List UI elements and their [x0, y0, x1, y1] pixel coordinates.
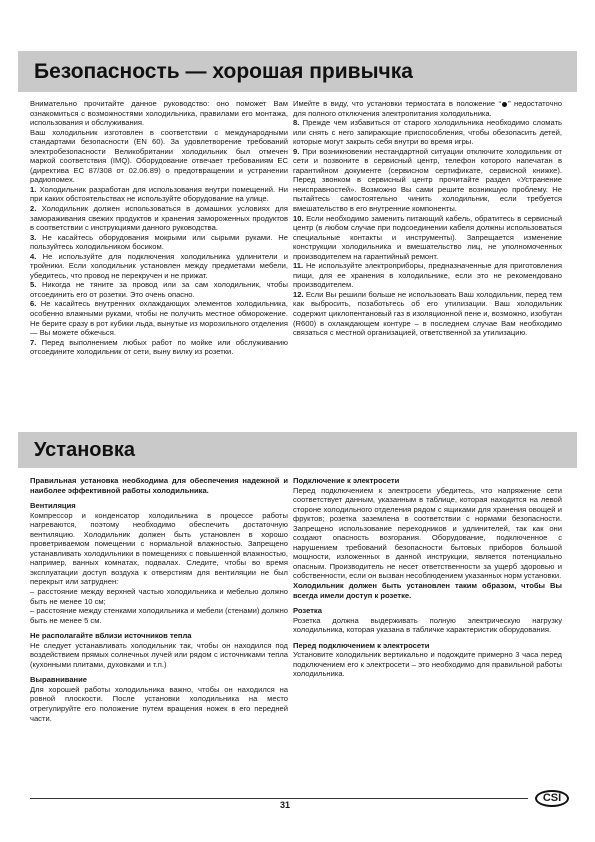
safety-right-column [293, 99, 562, 338]
item-text: Если необходимо заменить питающий кабель, обратитесь в сервисный центр (в любом случае при подсоединении кабеля должны использоваться специальные контакты и инструменты). Запрещается изменение конструкции холодильника и вмешательство лиц, не уполномоченных производителем на гарантийный ремонт. [293, 213, 562, 261]
item-number: 5. [30, 280, 37, 290]
thermostat-note-end: ” недостаточно для полного отключения электропитания холодильника. [293, 99, 562, 118]
item-number: 11. [293, 261, 304, 271]
power-heading: Подключение к электросети [293, 476, 400, 485]
item-number: 1. [30, 184, 37, 194]
before-connect-heading: Перед подключением к электросети [293, 640, 430, 650]
installation-right-column [293, 476, 562, 679]
safety-standards-paragraph: Ваш холодильник изготовлен в соответствии с международными стандартами безопасности (EN 60). За удовлетворение требований электробезопасности Великобритании холодильник был отмечен маркой соответствия (IMQ). Оборудование отвечает требованиям ЕС (директива ЕС 87/308 от 02.06.89) о предотвращении и устранении радиопомех. [30, 127, 288, 185]
item-number: 9. [293, 146, 300, 156]
safety-item-7 [30, 338, 288, 357]
safety-item-6 [30, 299, 288, 337]
safety-item-10 [293, 214, 562, 262]
before-connect-text: Установите холодильник вертикально и подождите примерно 3 часа перед подключением его к электросети – это необходимо для правильной работы холодильника. [293, 650, 562, 679]
item-text: Не касайтесь внутренних охлаждающих элементов холодильника, особенно влажными руками, чтобы не получить местное обморожение. Не берите сразу в рот кубики льда, вынутые из морозильного отделения — Вы можете обжечься. [30, 299, 288, 338]
safety-item-8 [293, 118, 562, 147]
filled-dot-icon [502, 102, 507, 107]
item-text: Не касайтесь оборудования мокрыми или сырыми руками. Не пользуйтесь холодильником босиком. [30, 232, 288, 252]
safety-item-5 [30, 280, 288, 299]
safety-intro-paragraph: Внимательно прочитайте данное руководство: оно поможет Вам ознакомиться с возможностями холодильника, правилами его монтажа, использования и обслуживания. [30, 99, 288, 128]
leveling-heading: Выравнивание [30, 675, 88, 685]
ventilation-item-top: – расстояние между верхней частью холодильника и мебелью должно быть не менее 10 см; [30, 587, 288, 606]
installation-intro: Правильная установка необходима для обеспечения надежной и наиболее эффективной работы холодильника. [30, 476, 288, 495]
thermostat-note [293, 99, 562, 118]
safety-item-2 [30, 204, 288, 233]
thermostat-note-start: Имейте в виду, что установки термостата в положение “ [293, 99, 502, 108]
ventilation-text: Компрессор и конденсатор холодильника в процессе работы нагреваются, поэтому необходимо обеспечить достаточную вентиляцию. Холодильник должен быть установлен в хорошо проветриваемом помещении с нормальной влажностью. Запрещено устанавливать холодильники в помещениях с повышенной влажностью, например, ванных комнатах, подвалах. Следите, чтобы во время эксплуатации доступ воздуха к отверстиям для вентиляции не был перекрыт или затруднен: [30, 510, 288, 587]
safety-item-3 [30, 233, 288, 252]
safety-item-12 [293, 290, 562, 338]
item-text: Не используйте электроприборы, предназначенные для приготовления пищи, для ее хранения в холодильнике, если это не рекомендовано производителем. [293, 261, 562, 290]
footer-divider [30, 798, 528, 799]
socket-text: Розетка должна выдерживать полную электрическую нагрузку холодильника, которая указана в табличке характеристик оборудования. [293, 615, 562, 635]
item-number: 8. [293, 118, 300, 128]
ventilation-item-sides: – расстояние между стенками холодильника и мебели (стенами) должно быть не менее 5 см. [30, 606, 288, 625]
item-text: Холодильник разработан для использования внутри помещений. Ни при каких обстоятельствах не используйте оборудование на улице. [30, 184, 288, 204]
safety-item-9 [293, 147, 562, 214]
safety-left-column [30, 99, 288, 357]
ventilation-heading: Вентиляция [30, 501, 76, 511]
item-number: 4. [30, 251, 37, 261]
page-number: 31 [280, 800, 291, 810]
item-text: Перед выполнением любых работ по мойке или обслуживанию отсоедините холодильник от сети, выну вилку из розетки. [30, 337, 288, 357]
section-title-safety: Безопасность — хорошая привычка [18, 51, 577, 92]
csi-logo: CSI [535, 790, 569, 807]
section-title-installation: Установка [18, 432, 577, 468]
heat-heading: Не располагайте вблизи источников тепла [30, 631, 192, 641]
power-warning: Холодильник должен быть установлен таким образом, чтобы Вы всегда имели доступ к розетке. [293, 581, 562, 600]
installation-left-column [30, 476, 288, 723]
leveling-text: Для хорошей работы холодильника важно, чтобы он находился на ровной плоскости. После установки холодильника на место отрегулируйте его положение путем вращения ножек в его передней части. [30, 684, 288, 723]
item-number: 2. [30, 204, 37, 214]
item-number: 12. [293, 289, 304, 299]
socket-heading: Розетка [293, 606, 322, 616]
item-text: Не используйте для подключения холодильника удлинители и тройники. Если холодильник установлен между предметами мебели, убедитесь, что провод не перекручен и не прижат. [30, 251, 288, 280]
safety-item-4 [30, 252, 288, 281]
item-number: 3. [30, 232, 37, 242]
item-text: Если Вы решили больше не использовать Ваш холодильник, перед тем как выбросить, позаботьтесь об его утилизации. Ваш холодильник содержит циклопентановый газ в изоляционной пене и, возможно, изобутан (R600) в охлаждающем контуре – в последнем случае Вам необходимо связаться с местной организацией, ответственной за утилизацию. [293, 289, 562, 338]
power-text: Перед подключением к электросети убедитесь, что напряжение сети соответствует данным, указанным в таблице, которая находится на левой стороне холодильного отделения рядом с ящиками для хранения овощей и фруктов; розетка заземлена в соответствии с нормами безопасности. Запрещено использование переходников и удлинителей, так как они создают опасность возгорания. Оборудование, подключенное с нарушением требований безопасности бытовых приборов большой мощности, изложенных в данной инструкции, является потенциально опасным. Производитель не несет ответственности за ущерб здоровью и собственности, если он вызван несоблюдением указанных норм установки. [293, 485, 562, 581]
item-text: При возникновении нестандартной ситуации отключите холодильник от сети и позвоните в сервисный центр, телефон которого напечатан в гарантийном документе (сервисном сертификате, сервисной книжке). Перед звонком в сервисный центр прочитайте раздел «Устранение неисправностей». Возможно Вы сами решите возникшую проблему. Не пытайтесь самостоятельно чинить холодильник, если требуется вмешательство в его внутренние компоненты. [293, 146, 562, 214]
item-number: 6. [30, 299, 37, 309]
item-text: Холодильник должен использоваться в домашних условиях для замораживания свежих продуктов и хранения замороженных продуктов в соответствии с инструкциями данного руководства. [30, 204, 288, 233]
item-number: 10. [293, 213, 304, 223]
safety-item-1 [30, 185, 288, 204]
safety-item-11 [293, 261, 562, 290]
item-number: 7. [30, 337, 37, 347]
item-text: Прежде чем избавиться от старого холодильника необходимо сломать или снять с него запирающие приспособления, чтобы обезопасить детей, которые могут закрыть себя внутри во время игры. [293, 118, 562, 147]
heat-text: Не следует устанавливать холодильник так, чтобы он находился под воздействием прямых солнечных лучей или рядом с источниками тепла (кухонными плитами, духовками и т.п.) [30, 640, 288, 669]
item-text: Никогда не тяните за провод или за сам холодильник, чтобы отсоединить его от розетки. Это очень опасно. [30, 280, 288, 299]
